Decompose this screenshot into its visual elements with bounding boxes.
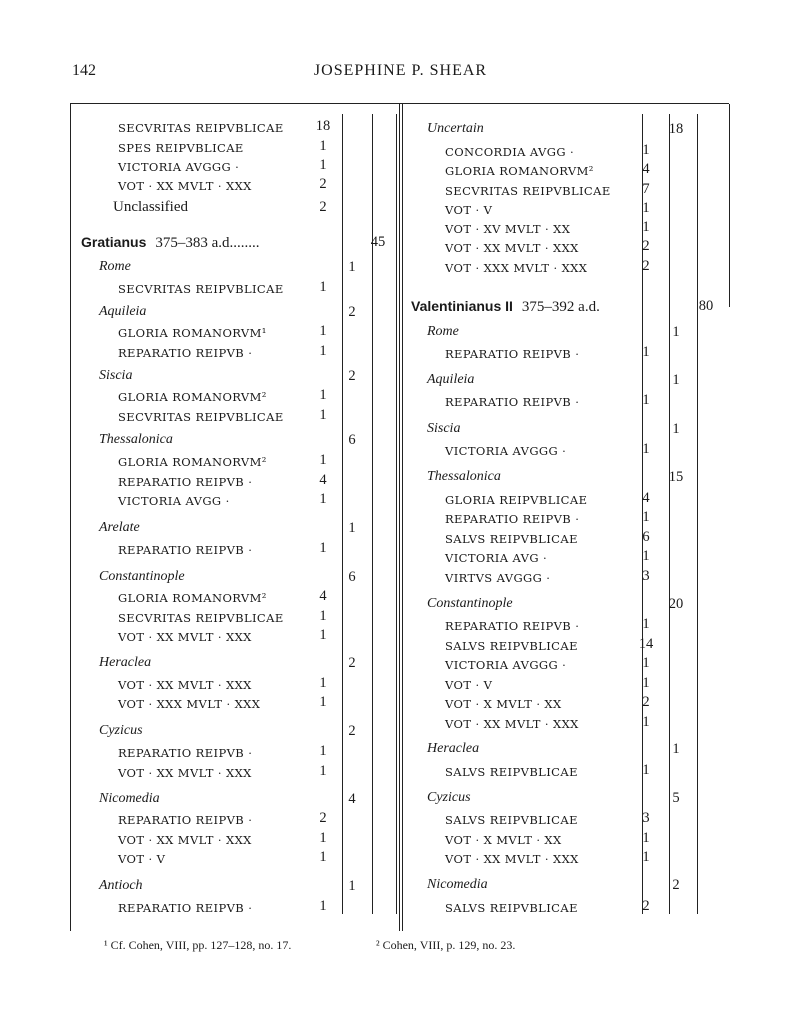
legend-row: [70, 392, 729, 412]
legend-count: 1: [319, 627, 327, 643]
legend-row: [70, 181, 729, 201]
emperor-years: 375–392 a.d.: [521, 299, 600, 315]
legend-count: 2: [642, 898, 650, 914]
coin-legend: SECVRITAS REIPVBLICAE: [118, 282, 284, 296]
coin-legend: REPARATIO REIPVB ·: [118, 543, 253, 557]
legend-count: 1: [642, 655, 650, 671]
coin-legend: REPARATIO REIPVB ·: [445, 619, 580, 633]
legend-row: [70, 441, 729, 461]
legend-row: [70, 694, 729, 714]
footnote-2: ² Cohen, VIII, p. 129, no. 23.: [376, 938, 516, 952]
mint-total: 1: [348, 520, 356, 536]
legend-count: 7: [642, 181, 650, 197]
coin-legend: REPARATIO REIPVB ·: [118, 813, 253, 827]
legend-count: 4: [319, 472, 327, 488]
legend-row: [70, 616, 729, 636]
mint-total: 1: [672, 741, 680, 757]
legend-row: [70, 142, 729, 162]
mint-name: Antioch: [99, 878, 143, 893]
legend-count: 1: [319, 540, 327, 556]
mint-name: Siscia: [99, 368, 133, 383]
mint-total: 18: [668, 121, 684, 137]
mint-name: Thessalonica: [99, 432, 173, 447]
legend-count: 4: [642, 490, 650, 506]
page-number: 142: [72, 62, 96, 79]
coin-legend: GLORIA REIPVBLICAE: [445, 493, 588, 507]
coin-legend: REPARATIO REIPVB ·: [118, 475, 253, 489]
coin-legend: REPARATIO REIPVB ·: [118, 901, 253, 915]
coin-legend: GLORIA ROMANORVM¹: [118, 326, 267, 340]
emperor-name: Valentinianus II: [411, 298, 513, 314]
legend-count: 1: [319, 323, 327, 339]
mint-row: [70, 596, 729, 616]
mint-total: 1: [348, 878, 356, 894]
coin-legend: VOT · XX MVLT · XXX: [118, 833, 252, 847]
legend-count: 1: [642, 762, 650, 778]
mint-name: Cyzicus: [99, 723, 143, 738]
coin-legend: SALVS REIPVBLICAE: [445, 813, 578, 827]
legend-count: 1: [642, 849, 650, 865]
legend-row: [70, 830, 729, 850]
coin-legend: VOT · XX MVLT · XXX: [118, 630, 252, 644]
coin-legend: REPARATIO REIPVB ·: [445, 395, 580, 409]
mint-row: [70, 324, 729, 344]
legend-count: 4: [642, 161, 650, 177]
legend-count: 1: [642, 714, 650, 730]
mint-total: 15: [668, 469, 684, 485]
coin-legend: VOT · XX MVLT · XXX: [445, 852, 579, 866]
table-right-rule: [729, 104, 730, 307]
coin-legend: VOT · X MVLT · XX: [445, 697, 562, 711]
coin-legend: VOT · V: [118, 852, 166, 866]
coin-legend: GLORIA ROMANORVM²: [118, 455, 267, 469]
legend-count: 1: [319, 138, 327, 154]
coin-legend: SECVRITAS REIPVBLICAE: [118, 611, 284, 625]
mint-name: Aquileia: [427, 372, 475, 387]
coin-legend: CONCORDIA AVGG ·: [445, 145, 575, 159]
coin-legend: REPARATIO REIPVB ·: [118, 346, 253, 360]
legend-count: 4: [319, 588, 327, 604]
category-label: Unclassified: [113, 199, 188, 215]
emperor-years: 375–383 a.d........: [155, 235, 260, 251]
legend-row: [70, 238, 729, 258]
mint-total: 1: [672, 372, 680, 388]
legend-row: [70, 849, 729, 869]
coin-legend: SALVS REIPVBLICAE: [445, 765, 578, 779]
coin-legend: SALVS REIPVBLICAE: [445, 639, 578, 653]
coin-legend: SECVRITAS REIPVBLICAE: [118, 410, 284, 424]
coin-legend: VOT · XX MVLT · XXX: [118, 179, 252, 193]
coin-legend: SECVRITAS REIPVBLICAE: [445, 184, 611, 198]
legend-count: 1: [319, 763, 327, 779]
mint-total: 6: [348, 569, 356, 585]
mint-row: [70, 877, 729, 897]
legend-row: [70, 529, 729, 549]
mint-name: Arelate: [99, 520, 140, 535]
emperor-total: 45: [370, 234, 386, 250]
running-title: JOSEPHINE P. SHEAR: [313, 62, 488, 79]
coin-legend: GLORIA ROMANORVM²: [445, 164, 594, 178]
emperor-heading: [411, 298, 600, 316]
coin-legend: VICTORIA AVGGG ·: [445, 658, 567, 672]
coin-legend: GLORIA ROMANORVM²: [118, 591, 267, 605]
legend-count: 1: [642, 509, 650, 525]
mint-total: 2: [348, 368, 356, 384]
legend-count: 1: [642, 675, 650, 691]
legend-count: 1: [642, 219, 650, 235]
coin-legend: VOT · XXX MVLT · XXX: [118, 697, 261, 711]
legend-count: 2: [319, 810, 327, 826]
mint-name: Nicomedia: [99, 791, 160, 806]
legend-count: 1: [642, 200, 650, 216]
mint-name: Heraclea: [99, 655, 152, 670]
mint-total: 2: [672, 877, 680, 893]
emperor-name: Gratianus: [81, 234, 147, 250]
coin-legend: VICTORIA AVGG ·: [118, 494, 230, 508]
legend-count: 1: [319, 157, 327, 173]
legend-row: [70, 714, 729, 734]
legend-count: 2: [642, 694, 650, 710]
mint-row: [70, 741, 729, 761]
coin-legend: VOT · V: [445, 678, 493, 692]
coin-legend: REPARATIO REIPVB ·: [445, 347, 580, 361]
legend-count: 1: [319, 387, 327, 403]
coin-legend: GLORIA ROMANORVM²: [118, 390, 267, 404]
mint-name: Siscia: [427, 421, 461, 436]
mint-name: Cyzicus: [427, 790, 471, 805]
legend-count: 1: [319, 343, 327, 359]
legend-count: 1: [319, 849, 327, 865]
legend-row: [70, 219, 729, 239]
coin-legend: VIRTVS AVGGG ·: [445, 571, 551, 585]
mint-name: Rome: [427, 324, 459, 339]
legend-count: 2: [642, 258, 650, 274]
legend-count: 18: [315, 118, 331, 134]
legend-row: [70, 509, 729, 529]
legend-row: [70, 810, 729, 830]
legend-count: 1: [642, 616, 650, 632]
legend-row: [70, 568, 729, 588]
legend-row: [70, 898, 729, 918]
legend-count: 1: [642, 344, 650, 360]
legend-row: [70, 344, 729, 364]
coin-legend: VOT · XX MVLT · XXX: [118, 678, 252, 692]
footnote-1: ¹ Cf. Cohen, VIII, pp. 127–128, no. 17.: [104, 938, 292, 952]
mint-total: 4: [348, 791, 356, 807]
legend-count: 1: [319, 452, 327, 468]
legend-row: [70, 762, 729, 782]
legend-row: [70, 161, 729, 181]
legend-row: [70, 636, 729, 656]
coin-legend: VICTORIA AVGGG ·: [445, 444, 567, 458]
legend-count: 1: [319, 694, 327, 710]
coin-legend: SPES REIPVBLICAE: [118, 141, 244, 155]
coin-legend: VOT · XX MVLT · XXX: [445, 241, 579, 255]
legend-count: 1: [319, 743, 327, 759]
legend-count: 1: [319, 407, 327, 423]
legend-row: [70, 258, 729, 278]
legend-count: 2: [642, 238, 650, 254]
emperor-row: [70, 298, 729, 318]
legend-row: [70, 200, 729, 220]
legend-count: 3: [642, 568, 650, 584]
coin-legend: VOT · XXX MVLT · XXX: [445, 261, 588, 275]
legend-row: [70, 490, 729, 510]
mint-total: 2: [348, 655, 356, 671]
mint-row: [70, 121, 729, 141]
mint-name: Thessalonica: [427, 469, 501, 484]
coin-legend: REPARATIO REIPVB ·: [118, 746, 253, 760]
legend-count: 1: [642, 548, 650, 564]
legend-count: 1: [319, 491, 327, 507]
coin-legend: VOT · X MVLT · XX: [445, 833, 562, 847]
mint-total: 1: [348, 259, 356, 275]
coin-legend: REPARATIO REIPVB ·: [445, 512, 580, 526]
emperor-total: 80: [698, 298, 714, 314]
legend-row: [70, 675, 729, 695]
legend-count: 1: [319, 898, 327, 914]
legend-count: 14: [638, 636, 654, 652]
coin-legend: VICTORIA AVGGG ·: [118, 160, 240, 174]
legend-count: 2: [319, 176, 327, 192]
legend-count: 1: [642, 392, 650, 408]
legend-row: [70, 279, 729, 299]
coin-legend: VOT · XV MVLT · XX: [445, 222, 571, 236]
mint-total: 5: [672, 790, 680, 806]
mint-total: 6: [348, 432, 356, 448]
coin-legend: VOT · V: [445, 203, 493, 217]
legend-count: 1: [319, 608, 327, 624]
mint-name: Heraclea: [427, 741, 480, 756]
mint-row: [70, 372, 729, 392]
coin-legend: SALVS REIPVBLICAE: [445, 901, 578, 915]
legend-row: [70, 548, 729, 568]
mint-total: 20: [668, 596, 684, 612]
mint-name: Constantinople: [427, 596, 513, 611]
mint-name: Uncertain: [427, 121, 484, 136]
legend-row: [70, 655, 729, 675]
coin-legend: SECVRITAS REIPVBLICAE: [118, 121, 284, 135]
mint-total: 2: [348, 304, 356, 320]
mint-name: Constantinople: [99, 569, 185, 584]
mint-total: 1: [672, 421, 680, 437]
mint-row: [70, 469, 729, 489]
legend-count: 1: [319, 830, 327, 846]
legend-count: 1: [642, 142, 650, 158]
legend-count: 1: [319, 675, 327, 691]
mint-total: 2: [348, 723, 356, 739]
legend-count: 2: [319, 199, 327, 215]
legend-count: 6: [642, 529, 650, 545]
mint-row: [70, 790, 729, 810]
legend-count: 3: [642, 810, 650, 826]
mint-row: [70, 421, 729, 441]
mint-total: 1: [672, 324, 680, 340]
coin-legend: SALVS REIPVBLICAE: [445, 532, 578, 546]
mint-name: Aquileia: [99, 304, 147, 319]
mint-name: Rome: [99, 259, 131, 274]
legend-count: 1: [642, 441, 650, 457]
coin-legend: VICTORIA AVG ·: [445, 551, 548, 565]
coin-legend: VOT · XX MVLT · XXX: [118, 766, 252, 780]
mint-name: Nicomedia: [427, 877, 488, 892]
legend-count: 1: [642, 830, 650, 846]
coin-legend: VOT · XX MVLT · XXX: [445, 717, 579, 731]
legend-count: 1: [319, 279, 327, 295]
coin-table: [70, 103, 729, 930]
